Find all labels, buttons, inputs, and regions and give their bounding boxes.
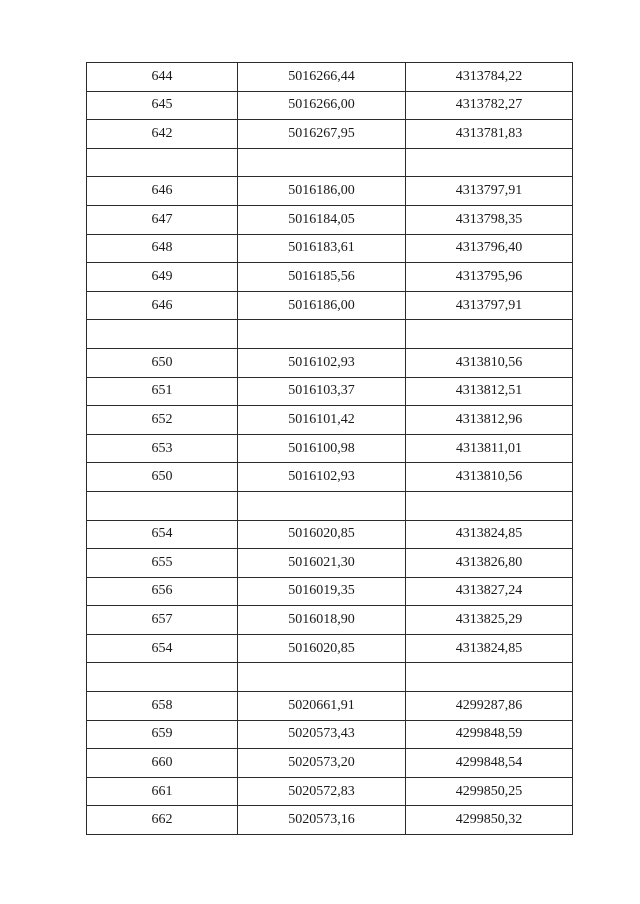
y-coordinate-cell <box>406 148 573 177</box>
table-row <box>87 91 573 120</box>
y-coordinate-cell: 4313824,85 <box>406 520 573 549</box>
point-number-cell: 650 <box>87 348 238 377</box>
table-row <box>87 577 573 606</box>
y-coordinate-cell: 4299848,59 <box>406 720 573 749</box>
y-coordinate-cell: 4299850,32 <box>406 806 573 835</box>
x-coordinate-cell: 5016266,00 <box>238 91 406 120</box>
x-coordinate-cell: 5020573,43 <box>238 720 406 749</box>
x-coordinate-cell: 5016186,00 <box>238 177 406 206</box>
y-coordinate-cell: 4299287,86 <box>406 692 573 721</box>
y-coordinate-cell: 4313824,85 <box>406 634 573 663</box>
x-coordinate-cell: 5016266,44 <box>238 63 406 92</box>
y-coordinate-cell: 4313798,35 <box>406 205 573 234</box>
table-row <box>87 234 573 263</box>
table-row <box>87 549 573 578</box>
point-number-cell <box>87 491 238 520</box>
coordinates-table-body <box>87 63 573 835</box>
point-number-cell: 652 <box>87 406 238 435</box>
table-row <box>87 148 573 177</box>
x-coordinate-cell: 5016102,93 <box>238 463 406 492</box>
x-coordinate-cell: 5016018,90 <box>238 606 406 635</box>
table-row <box>87 634 573 663</box>
y-coordinate-cell: 4313782,27 <box>406 91 573 120</box>
y-coordinate-cell: 4313784,22 <box>406 63 573 92</box>
table-row <box>87 692 573 721</box>
y-coordinate-cell: 4299848,54 <box>406 749 573 778</box>
x-coordinate-cell: 5020573,20 <box>238 749 406 778</box>
table-row <box>87 720 573 749</box>
y-coordinate-cell: 4313826,80 <box>406 549 573 578</box>
table-row <box>87 177 573 206</box>
y-coordinate-cell: 4313797,91 <box>406 177 573 206</box>
table-row <box>87 263 573 292</box>
table-row <box>87 348 573 377</box>
point-number-cell <box>87 320 238 349</box>
point-number-cell: 646 <box>87 177 238 206</box>
x-coordinate-cell: 5016103,37 <box>238 377 406 406</box>
x-coordinate-cell: 5016019,35 <box>238 577 406 606</box>
point-number-cell: 642 <box>87 120 238 149</box>
y-coordinate-cell: 4313796,40 <box>406 234 573 263</box>
x-coordinate-cell <box>238 491 406 520</box>
x-coordinate-cell: 5016185,56 <box>238 263 406 292</box>
point-number-cell: 660 <box>87 749 238 778</box>
y-coordinate-cell: 4313797,91 <box>406 291 573 320</box>
point-number-cell: 658 <box>87 692 238 721</box>
point-number-cell <box>87 148 238 177</box>
x-coordinate-cell: 5016101,42 <box>238 406 406 435</box>
table-row <box>87 63 573 92</box>
table-row <box>87 806 573 835</box>
x-coordinate-cell: 5016184,05 <box>238 205 406 234</box>
point-number-cell: 653 <box>87 434 238 463</box>
y-coordinate-cell: 4313781,83 <box>406 120 573 149</box>
x-coordinate-cell: 5016183,61 <box>238 234 406 263</box>
table-row <box>87 320 573 349</box>
point-number-cell: 659 <box>87 720 238 749</box>
table-row <box>87 291 573 320</box>
x-coordinate-cell <box>238 148 406 177</box>
table-row <box>87 520 573 549</box>
y-coordinate-cell: 4313812,96 <box>406 406 573 435</box>
y-coordinate-cell: 4313810,56 <box>406 348 573 377</box>
y-coordinate-cell: 4299850,25 <box>406 777 573 806</box>
x-coordinate-cell: 5016100,98 <box>238 434 406 463</box>
y-coordinate-cell <box>406 320 573 349</box>
x-coordinate-cell: 5016020,85 <box>238 634 406 663</box>
x-coordinate-cell: 5020661,91 <box>238 692 406 721</box>
point-number-cell: 646 <box>87 291 238 320</box>
x-coordinate-cell: 5020573,16 <box>238 806 406 835</box>
x-coordinate-cell: 5016186,00 <box>238 291 406 320</box>
table-row <box>87 606 573 635</box>
y-coordinate-cell: 4313811,01 <box>406 434 573 463</box>
point-number-cell: 654 <box>87 634 238 663</box>
table-row <box>87 663 573 692</box>
x-coordinate-cell <box>238 663 406 692</box>
y-coordinate-cell <box>406 663 573 692</box>
table-row <box>87 463 573 492</box>
table-row <box>87 406 573 435</box>
y-coordinate-cell: 4313795,96 <box>406 263 573 292</box>
y-coordinate-cell: 4313825,29 <box>406 606 573 635</box>
point-number-cell: 645 <box>87 91 238 120</box>
table-row <box>87 777 573 806</box>
x-coordinate-cell: 5016267,95 <box>238 120 406 149</box>
point-number-cell: 656 <box>87 577 238 606</box>
table-row <box>87 205 573 234</box>
y-coordinate-cell <box>406 491 573 520</box>
table-row <box>87 120 573 149</box>
point-number-cell: 644 <box>87 63 238 92</box>
point-number-cell: 647 <box>87 205 238 234</box>
x-coordinate-cell: 5016020,85 <box>238 520 406 549</box>
table-row <box>87 377 573 406</box>
point-number-cell: 654 <box>87 520 238 549</box>
table-row <box>87 491 573 520</box>
point-number-cell <box>87 663 238 692</box>
point-number-cell: 649 <box>87 263 238 292</box>
table-row <box>87 749 573 778</box>
x-coordinate-cell: 5016021,30 <box>238 549 406 578</box>
coordinates-table <box>86 62 573 835</box>
y-coordinate-cell: 4313812,51 <box>406 377 573 406</box>
x-coordinate-cell <box>238 320 406 349</box>
point-number-cell: 661 <box>87 777 238 806</box>
x-coordinate-cell: 5016102,93 <box>238 348 406 377</box>
point-number-cell: 650 <box>87 463 238 492</box>
x-coordinate-cell: 5020572,83 <box>238 777 406 806</box>
point-number-cell: 648 <box>87 234 238 263</box>
point-number-cell: 657 <box>87 606 238 635</box>
point-number-cell: 651 <box>87 377 238 406</box>
point-number-cell: 655 <box>87 549 238 578</box>
y-coordinate-cell: 4313827,24 <box>406 577 573 606</box>
table-row <box>87 434 573 463</box>
point-number-cell: 662 <box>87 806 238 835</box>
y-coordinate-cell: 4313810,56 <box>406 463 573 492</box>
